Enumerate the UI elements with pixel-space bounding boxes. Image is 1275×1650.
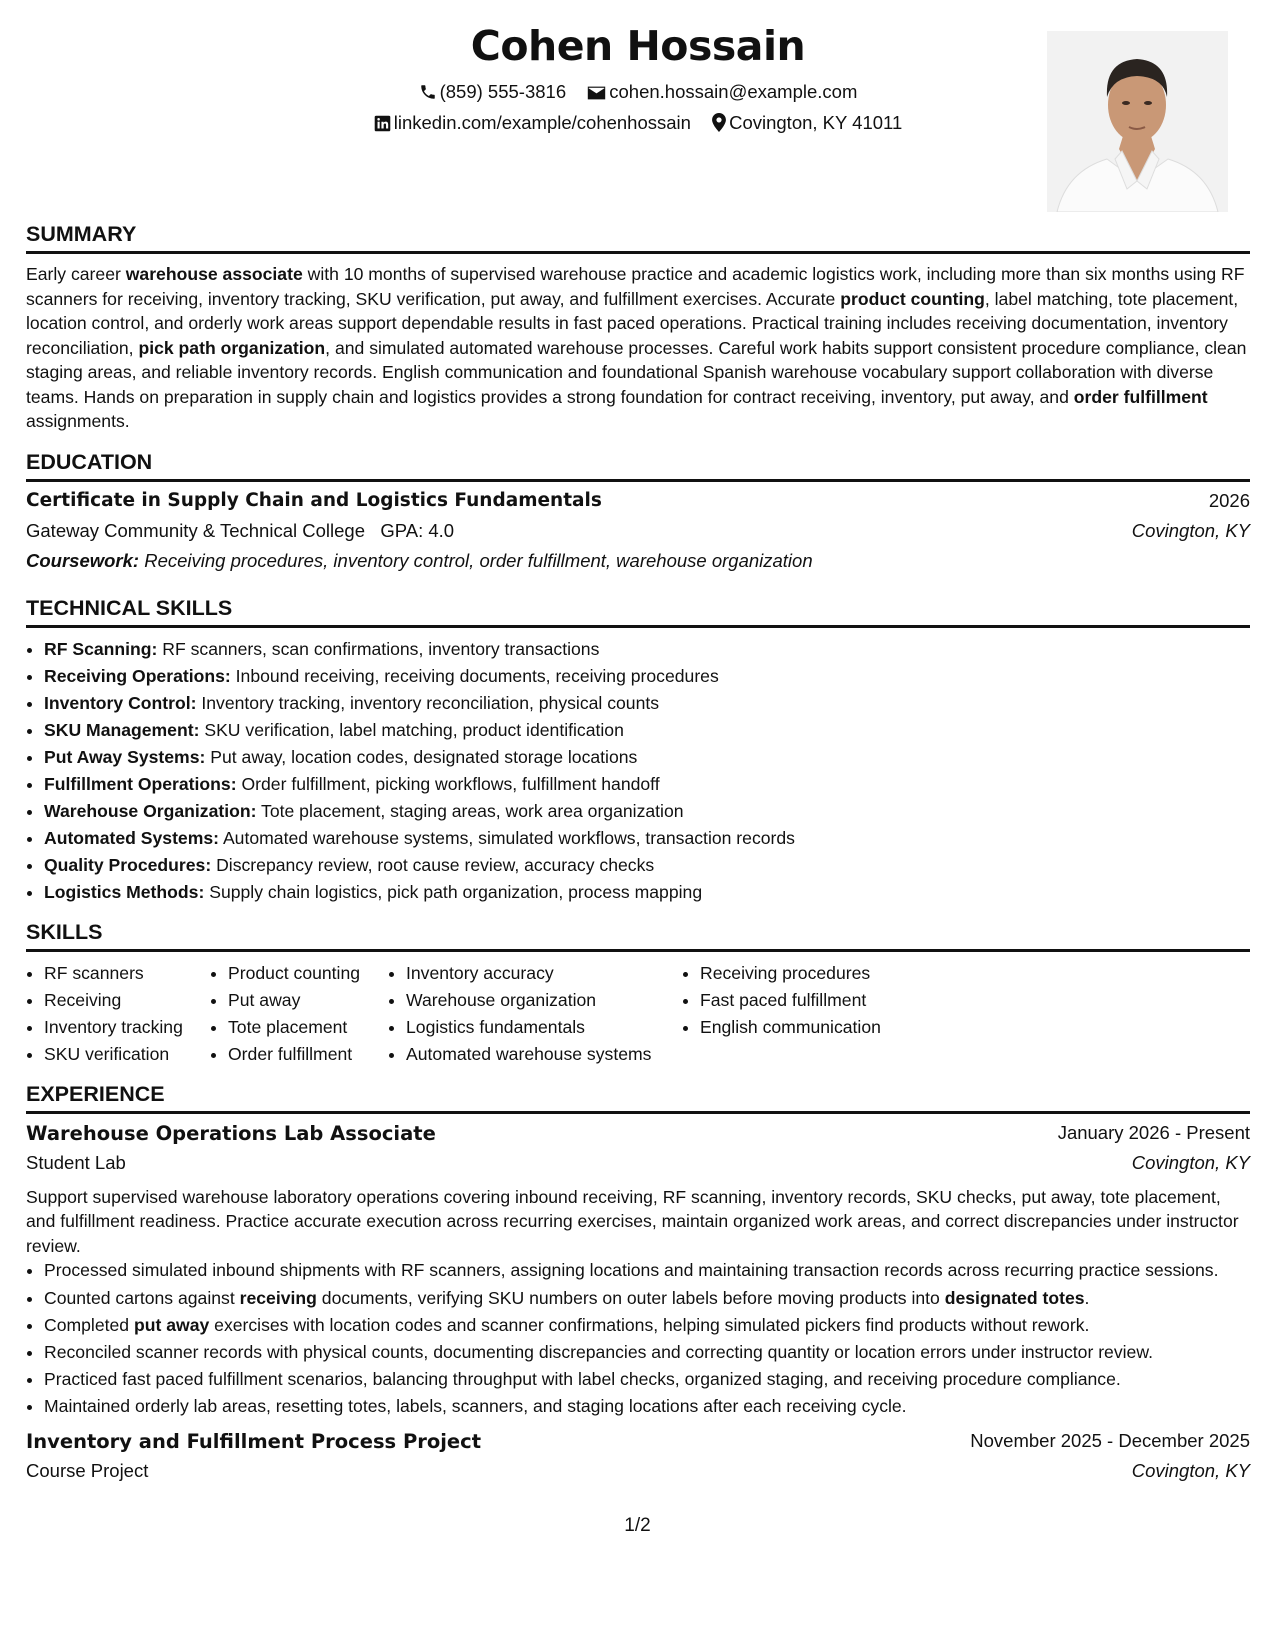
profile-photo-image <box>1047 31 1228 212</box>
skills-column <box>210 960 388 1068</box>
school-location: Covington, KY <box>1131 519 1250 541</box>
summary-part: , and simulated automated warehouse processes. Careful work habits support consistent procedure compliance, clean staging areas, and reliable inventory records. English communication and foundational Spanish warehouse vocabulary support collaboration with diverse teams. Hands on preparation in supply chain and logistics provides a strong foundation for contract receiving, inventory, put away, and <box>26 337 1247 407</box>
linkedin-item[interactable] <box>374 112 691 134</box>
email-item[interactable] <box>587 81 857 103</box>
graduation-year: 2026 <box>1208 489 1250 511</box>
phone-icon <box>419 83 437 101</box>
skills-heading: SKILLS <box>26 920 1250 952</box>
bullet-keyword: designated totes <box>944 1287 1085 1308</box>
job-title: Inventory and Fulfillment Process Project <box>26 1429 482 1453</box>
list-item: • Inventory tracking <box>44 1014 210 1041</box>
list-item <box>44 852 1250 879</box>
list-item: • Order fulfillment <box>228 1041 388 1068</box>
list-item <box>44 744 1250 771</box>
list-item <box>44 1312 1250 1339</box>
technical-skills-list <box>26 636 1250 906</box>
bullet-keyword: put away <box>133 1314 210 1335</box>
skill-detail: Order fulfillment, picking workflows, fulfillment handoff <box>241 773 660 794</box>
bullet-part: Counted cartons against <box>44 1287 240 1308</box>
phone-item <box>419 81 567 103</box>
bullet-part: . <box>1084 1287 1090 1308</box>
summary-keyword: order fulfillment <box>1073 386 1208 407</box>
skills-column <box>388 960 682 1068</box>
skill-category: Fulfillment Operations: <box>44 773 237 794</box>
skill-detail: Inbound receiving, receiving documents, receiving procedures <box>235 665 719 686</box>
education-heading: EDUCATION <box>26 450 1250 482</box>
experience-section <box>26 1082 1250 1490</box>
linkedin-text: linkedin.com/example/cohenhossain <box>393 112 691 134</box>
resume-header <box>26 0 1250 222</box>
list-item <box>44 717 1250 744</box>
skill-detail: Discrepancy review, root cause review, accuracy checks <box>216 854 655 875</box>
list-item: • Practiced fast paced fulfillment scenarios, balancing throughput with label checks, organized staging, and receiving procedure compliance. <box>44 1366 1250 1393</box>
list-item: • Processed simulated inbound shipments with RF scanners, assigning locations and maintaining transaction records across recurring practice sessions. <box>44 1258 1250 1283</box>
skill-category: Warehouse Organization: <box>44 800 257 821</box>
skill-category: Quality Procedures: <box>44 854 212 875</box>
list-item <box>44 1285 1250 1312</box>
resume-page <box>26 0 1250 1490</box>
summary-part: Early career <box>26 264 126 284</box>
job-title: Warehouse Operations Lab Associate <box>26 1121 436 1145</box>
summary-text <box>26 262 1250 434</box>
job-dates: January 2026 - Present <box>1057 1121 1250 1143</box>
location-item <box>712 112 902 134</box>
gpa: GPA: 4.0 <box>380 519 455 541</box>
job-header-row <box>26 1430 1250 1460</box>
skill-detail: Inventory tracking, inventory reconciliation, physical counts <box>201 692 660 713</box>
list-item: • Warehouse organization <box>406 987 682 1014</box>
list-item: • Receiving <box>44 987 210 1014</box>
degree-title: Certificate in Supply Chain and Logistics Fundamentals <box>26 489 602 511</box>
skill-category: Inventory Control: <box>44 692 197 713</box>
skills-section <box>26 920 1250 1068</box>
email-text: cohen.hossain@example.com <box>609 81 858 103</box>
list-item: • Product counting <box>228 960 388 987</box>
skills-column <box>682 960 930 1068</box>
list-item: • Automated warehouse systems <box>406 1041 682 1068</box>
list-item: • Inventory accuracy <box>406 960 682 987</box>
skill-detail: Tote placement, staging areas, work area organization <box>261 800 684 821</box>
technical-skills-section <box>26 596 1250 906</box>
skill-category: RF Scanning: <box>44 638 158 659</box>
page-number: 1/2 <box>624 1515 651 1536</box>
job-org-row <box>26 1460 1250 1490</box>
list-item <box>44 690 1250 717</box>
job-location: Covington, KY <box>1131 1459 1250 1481</box>
bullet-keyword: receiving <box>239 1287 317 1308</box>
summary-heading: SUMMARY <box>26 222 1250 254</box>
list-item <box>44 771 1250 798</box>
skill-detail: Automated warehouse systems, simulated workflows, transaction records <box>222 827 795 848</box>
list-item: • English communication <box>700 1014 930 1041</box>
list-item: • Fast paced fulfillment <box>700 987 930 1014</box>
education-section <box>26 450 1250 580</box>
summary-section <box>26 222 1250 434</box>
job-location: Covington, KY <box>1131 1151 1250 1173</box>
skills-column <box>26 960 210 1068</box>
skill-detail: Put away, location codes, designated storage locations <box>210 746 638 767</box>
profile-photo <box>1047 31 1228 212</box>
coursework-label: Coursework: <box>26 549 140 571</box>
coursework-row <box>26 550 1250 580</box>
skill-category: Put Away Systems: <box>44 746 206 767</box>
linkedin-icon <box>374 115 391 132</box>
list-item: • Logistics fundamentals <box>406 1014 682 1041</box>
coursework-text: Receiving procedures, inventory control, order fulfillment, warehouse organization <box>144 549 813 571</box>
bullet-part: exercises with location codes and scanner confirmations, helping simulated pickers find products without rework. <box>209 1314 1090 1335</box>
job-summary: Support supervised warehouse laboratory operations covering inbound receiving, RF scanning, inventory records, SKU checks, put away, tote placement, and fulfillment readiness. Practice accurate execution across recurring exercises, maintain organized work areas, and correct discrepancies under instructor review. <box>26 1186 1239 1256</box>
list-item <box>44 636 1250 663</box>
skill-detail: SKU verification, label matching, product identification <box>204 719 624 740</box>
list-item: • Reconciled scanner records with physical counts, documenting discrepancies and correcting quantity or location errors under instructor review. <box>44 1339 1250 1366</box>
location-text: Covington, KY 41011 <box>729 112 903 134</box>
bullet-part: Completed <box>44 1314 134 1335</box>
skill-detail: RF scanners, scan confirmations, inventory transactions <box>162 638 600 659</box>
summary-part: with 10 months of supervised warehouse practice and academic logistics work, including more than six months using RF scanners for receiving, inventory tracking, SKU verification, put away, and fulfillment exercises. Accurate <box>26 264 1245 309</box>
list-item: • SKU verification <box>44 1041 210 1068</box>
bullet-part: documents, verifying SKU numbers on outer labels before moving products into <box>316 1287 945 1308</box>
map-pin-icon <box>712 113 726 132</box>
education-row-2 <box>26 520 1250 550</box>
job-bullets <box>26 1258 1250 1420</box>
list-item: • RF scanners <box>44 960 210 987</box>
summary-keyword: warehouse associate <box>125 264 303 284</box>
school-name: Gateway Community & Technical College <box>26 519 365 541</box>
job-org: Student Lab <box>26 1151 126 1173</box>
skill-category: SKU Management: <box>44 719 200 740</box>
phone-text: (859) 555-3816 <box>439 81 567 103</box>
job-dates: November 2025 - December 2025 <box>970 1429 1250 1451</box>
skill-category: Automated Systems: <box>44 827 220 848</box>
list-item: • Tote placement <box>228 1014 388 1041</box>
job-header-row <box>26 1122 1250 1152</box>
summary-keyword: pick path organization <box>138 337 326 358</box>
summary-keyword: product counting <box>840 288 985 309</box>
skill-detail: Supply chain logistics, pick path organization, process mapping <box>209 881 703 902</box>
technical-skills-heading: TECHNICAL SKILLS <box>26 596 1250 628</box>
envelope-icon <box>587 85 606 101</box>
summary-part: , label matching, tote placement, location control, and orderly work areas support dependable results in fast paced operations. Practical training includes receiving documentation, inventory reconciliation, <box>26 288 1239 358</box>
job-org-row <box>26 1152 1250 1182</box>
skill-category: Logistics Methods: <box>44 881 205 902</box>
list-item: • Maintained orderly lab areas, resetting totes, labels, scanners, and staging locations after each receiving cycle. <box>44 1393 1250 1420</box>
school-info <box>26 520 454 542</box>
list-item: • Put away <box>228 987 388 1014</box>
list-item <box>44 798 1250 825</box>
experience-heading: EXPERIENCE <box>26 1082 1250 1114</box>
education-row-1 <box>26 490 1250 520</box>
coursework <box>26 550 813 572</box>
summary-part: assignments. <box>26 411 130 431</box>
list-item <box>44 663 1250 690</box>
skills-grid <box>26 960 1250 1068</box>
list-item <box>44 825 1250 852</box>
candidate-name: Cohen Hossain <box>470 22 806 70</box>
list-item <box>44 879 1250 906</box>
job-org: Course Project <box>26 1459 149 1481</box>
list-item: • Receiving procedures <box>700 960 930 987</box>
skill-category: Receiving Operations: <box>44 665 231 686</box>
